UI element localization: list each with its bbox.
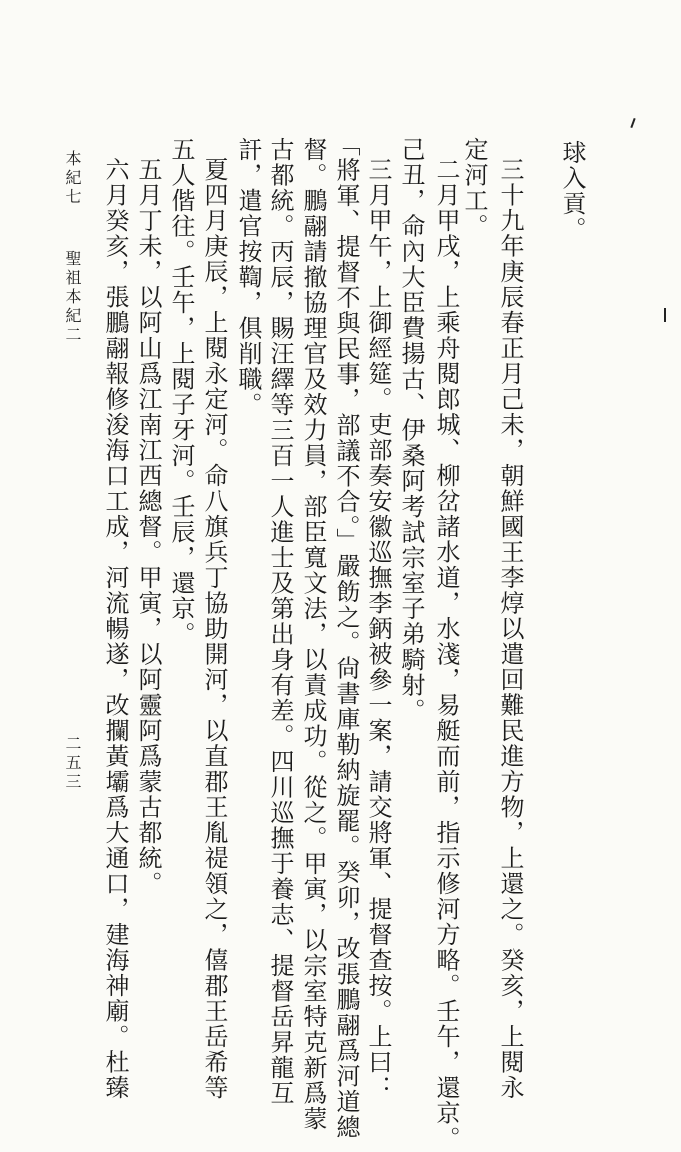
scan-mark xyxy=(630,118,635,128)
text-column: 己丑，命內大臣費揚古、伊桑阿考試宗室子弟騎射。 xyxy=(397,137,425,724)
page-number: 二五三 xyxy=(63,735,82,792)
scan-mark xyxy=(664,308,666,322)
text-column: 二月甲戌，上乘舟閱郎城、柳岔諸水道，水淺，易艇而前，指示修河方略。壬午，還京。 xyxy=(432,157,460,1152)
text-column: 「將軍、提督不與民事，部議不合。」嚴飭之。尙書庫勒納旋罷。癸卯，改張鵬翮爲河道總 xyxy=(332,132,360,1140)
text-column: 督。鵬翮請撤協理官及效力員，部臣寬文法，以責成功。從之。甲寅，以宗室特克新爲蒙 xyxy=(299,137,327,1132)
text-column: 夏四月庚辰，上閱永定河。命八旗兵丁協助開河，以直郡王胤禔領之，僖郡王岳希等 xyxy=(200,157,228,1101)
text-column: 定河工。 xyxy=(460,137,488,239)
text-column: 五人偕往。壬午，上閱子牙河。壬辰，還京。 xyxy=(167,137,195,647)
running-header-section: 本紀七 xyxy=(63,150,82,207)
text-column: 六月癸亥，張鵬翮報修浚海口工成，河流暢遂，改攔黃壩爲大通口，建海神廟。杜臻 xyxy=(101,157,129,1101)
text-column: 球入貢。 xyxy=(558,140,586,242)
running-header-chapter: 聖祖本紀二 xyxy=(63,250,82,345)
text-column: 五月丁未，以阿山爲江南江西總督。甲寅，以阿靈阿爲蒙古都統。 xyxy=(134,157,162,897)
text-column: 訐，遣官按鞫，俱削職。 xyxy=(234,137,262,418)
text-column: 古都統。丙辰，賜汪繹等三百一人進士及第出身有差。四川巡撫于養志、提督岳昇龍互 xyxy=(266,137,294,1106)
text-column: 三月甲午，上御經筵。吏部奏安徽巡撫李鈵被參一案，請交將軍、提督查按。上曰： xyxy=(364,157,392,1101)
text-column: 三十九年庚辰春正月己未，朝鮮國王李焞以遣回難民進方物，上還之。癸亥，上閱永 xyxy=(496,157,524,1101)
